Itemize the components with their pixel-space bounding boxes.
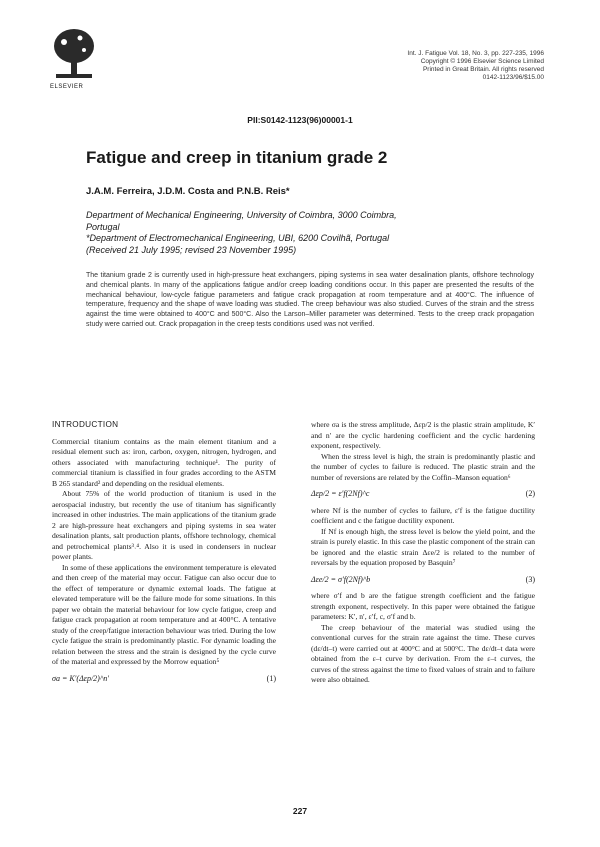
affiliations: Department of Mechanical Engineering, University of Coimbra, 3000 Coimbra, Portugal *Department of Electromechanical Engineering, UBI, 6200 Covilhã, Portugal (Received 21 July 1995; revised 23 November 1995) [86,210,397,255]
paragraph: If Nf is enough high, the stress level is below the yield point, and the strain is purely elastic. In this case the plastic component of the strain can be ignored and the elastic strain Δεe/2 is related to the number of reversals by the equation proposed by Basquin⁷ [311,526,535,567]
paragraph: where σa is the stress amplitude, Δεp/2 is the plastic strain amplitude, K′ and n′ are the cyclic hardening coefficient and the cyclic hardening exponent, respectively. [311,420,535,450]
abstract: The titanium grade 2 is currently used in high-pressure heat exchangers, piping systems in sea water desalination plants, offshore technology and chemical plants. In many of the applications fatigue and/or creep loading conditions occur. In this paper are presented the results of the mechanical behaviour, low-cycle fatigue parameters and fatigue crack propagation at room temperature and at 400°C. The influence of temperature, frequency and the shape of wave loading was studied. The creep behaviour was also studied. Curves of the strain and the stress against the time were obtained to 400°C and 500°C. Also the Larson–Miller parameter was determined. Tests to the creep crack propagation study were carried out. Crack propagation in the creep tests conditions used was not verified. [86,272,534,328]
equation-2: Δεp/2 = ε′f(2Nf)^c (2) [311,489,535,498]
paragraph: The creep behaviour of the material was studied using the conventional curves for the strain rate against the time. These curves (dε/dt–t) were carried out at 400°C and at 500°C. The dε/dt–t data were obtained from the ε–t curve by derivation. From the ε–t curves, the curves of the stress against the time to fixed values of strain and to failure were also obtained. [311,622,535,684]
left-column [52,420,276,690]
article-authors: J.A.M. Ferreira, J.D.M. Costa and P.N.B. Reis* [86,186,290,197]
publisher-logo-text: ELSEVIER [50,84,84,90]
pii-identifier: PII:S0142-1123(96)00001-1 [247,115,353,125]
equation-1: σa = K′(Δεp/2)^n′ (1) [52,673,276,683]
equation-3: Δεe/2 = σ′f(2Nf)^b (3) [311,574,535,584]
paragraph: where σ′f and b are the fatigue strength coefficient and the fatigue strength exponent, respectively. In this paper were obtained the fatigue parameters: K′, n′, ε′f, c, σ′f and b. [311,591,535,621]
paragraph: where Nf is the number of cycles to failure, ε′f is the fatigue ductility coefficient and c the fatigue ductility exponent. [311,505,535,525]
section-heading: INTRODUCTION [52,420,119,429]
paragraph: In some of these applications the environment temperature is elevated and then creep of the material may occur. Fatigue can also occur due to the effect of temperature or dynamic external loads. The fatigue at elevated temperature will be the failure mode for some situations. In this paper we obtain the material behaviour for low cycle fatigue, creep and fatigue crack propagation at room temperature and at 400°C. A tentative study of the creep/fatigue interaction behaviour was tried. During the low cycle fatigue the strain is predominantly plastic. For dynamic loading the relation between the stress and the strain is designed by the cycle curve of the material and expressed by the Morrow equation⁵ [52,562,276,666]
elsevier-tree-logo [50,26,98,84]
article-title: Fatigue and creep in titanium grade 2 [86,148,388,167]
page-number: 227 [292,806,308,816]
right-column [311,420,535,686]
journal-reference: Int. J. Fatigue Vol. 18, No. 3, pp. 227-235, 1996 Copyright © 1996 Elsevier Science Limited Printed in Great Britain. All rights reserved 0142-1123/96/$15.00 [407,50,544,81]
paragraph: When the stress level is high, the strain is predominantly plastic and the number of cycles to failure is reduced. The plastic strain and the number of reversions are related by the Coffin–Manson equation⁶ [311,451,535,482]
paragraph: Commercial titanium contains as the main element titanium and a residual element such as: iron, carbon, oxygen, nitrogen, hydrogen, and others associated with manufacturing technique¹. The purity of commercial titanium is classified in four grades according to the ASTM B 265 standard² and depending on the residual elements. [52,436,276,488]
paragraph: About 75% of the world production of titanium is used in the aerospacial industry, but recently the use of titanium has significantly increased in other industries. The main applications of the titanium grade 2 are high-pressure heat exchangers and piping systems in sea water desalination plants, salt production plants, offshore technology, chemical and petrochemical plants³˒⁴. Also it is used in condensers in nuclear power plants. [52,489,276,561]
